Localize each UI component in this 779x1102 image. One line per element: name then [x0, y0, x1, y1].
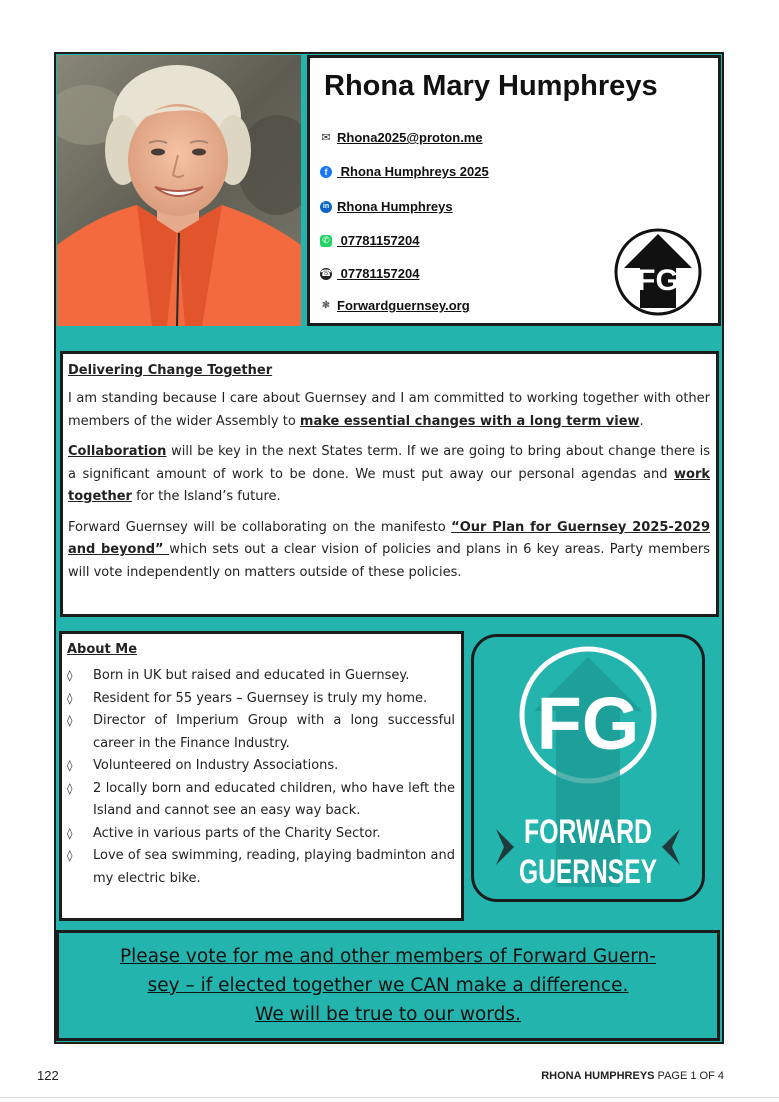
list-item [67, 665, 455, 688]
bullet-icon: ◊ [67, 849, 73, 862]
footer-page-of: PAGE 1 OF 4 [654, 1070, 724, 1082]
delivering-paragraph-2 [68, 441, 710, 509]
about-me-section [59, 631, 464, 921]
contact-website[interactable] [320, 298, 470, 313]
list-item-text: Active in various parts of the Charity Sector. [93, 825, 381, 841]
footer-page-label [541, 1070, 724, 1082]
about-list [67, 665, 455, 890]
list-item-text: Director of Imperium Group with a long successful career in the Finance Industry. [93, 713, 455, 751]
p1-text: I am standing because I care about Guernsey and I am committed to working together with other members of the wider Assembly to [68, 391, 710, 429]
phone-link[interactable]: 07781157204 [337, 266, 420, 281]
contact-whatsapp[interactable] [320, 233, 419, 248]
whatsapp-icon: ✆ [320, 235, 332, 247]
contact-linkedin[interactable] [320, 199, 453, 214]
contact-phone[interactable] [320, 266, 419, 281]
phone-icon: ☎ [320, 268, 332, 278]
email-link[interactable]: Rhona2025@proton.me [337, 130, 483, 145]
contact-email[interactable] [320, 130, 483, 145]
list-item-text: Resident for 55 years – Guernsey is truly my home. [93, 690, 428, 706]
about-heading: About Me [67, 642, 138, 657]
contact-box [307, 55, 721, 326]
p3-text: Forward Guernsey will be collaborating on the manifesto [68, 519, 452, 535]
p3-emphasis: “Our Plan for Guernsey 2025-2029 and beyond” [68, 519, 710, 557]
vote-line-2: sey – if elected together we CAN make a difference. [147, 975, 629, 996]
page-number: 122 [37, 1068, 59, 1083]
whatsapp-link[interactable]: 07781157204 [337, 233, 420, 248]
footer-name: RHONA HUMPHREYS [541, 1070, 655, 1082]
p2-emphasis-1: Collaboration [68, 444, 167, 459]
linkedin-icon: in [320, 201, 332, 213]
delivering-heading: Delivering Change Together [68, 363, 273, 378]
list-item [67, 755, 455, 778]
p1-end: . [639, 413, 644, 429]
bullet-icon: ◊ [67, 759, 73, 772]
bullet-icon: ◊ [67, 691, 73, 705]
p2-end: for the Island’s future. [131, 489, 281, 504]
list-item [67, 778, 455, 823]
list-item-text: Love of sea swimming, reading, playing badminton and my electric bike. [93, 848, 455, 886]
vote-line-3: We will be true to our words. [255, 1004, 521, 1025]
bullet-icon: ◊ [67, 781, 73, 795]
list-item [67, 845, 455, 890]
list-item [67, 710, 455, 755]
p1-emphasis: make essential changes with a long term view [299, 413, 640, 429]
logo-small-letters: FG [637, 264, 679, 297]
email-icon: ✉ [321, 132, 331, 144]
list-item-text: Born in UK but raised and educated in Guernsey. [93, 668, 410, 683]
p3-end: which sets out a clear vision of policies and plans in 6 key areas. Party members will vote independently on matters outside of these policies. [68, 542, 710, 580]
linkedin-link[interactable]: Rhona Humphreys [337, 199, 453, 214]
candidate-photo [57, 55, 301, 326]
logo-large-letters: FG [536, 682, 640, 765]
facebook-link[interactable]: Rhona Humphreys 2025 [337, 164, 489, 179]
website-link[interactable]: Forwardguernsey.org [337, 298, 470, 313]
footer-divider [0, 1097, 779, 1098]
bullet-icon: ◊ [67, 669, 73, 682]
candidate-name: Rhona Mary Humphreys [324, 70, 658, 102]
p2-emphasis-2: work together [68, 466, 710, 504]
delivering-change-section [60, 351, 719, 617]
bullet-icon: ◊ [67, 826, 73, 840]
web-icon: ❃ [321, 300, 331, 311]
logo-guernsey-text: GUERNSEY [519, 853, 658, 891]
list-item [67, 823, 455, 846]
list-item-text: 2 locally born and educated children, who have left the Island and cannot see an easy way back. [93, 780, 455, 818]
vote-line-1: Please vote for me and other members of Forward Guern- [120, 946, 656, 967]
forward-guernsey-logo-small [614, 228, 702, 316]
delivering-paragraph-1 [68, 388, 710, 433]
forward-guernsey-logo-large [471, 634, 705, 902]
list-item [67, 688, 455, 711]
vote-banner [56, 930, 720, 1041]
logo-forward-text: FORWARD [524, 813, 652, 851]
facebook-icon: f [320, 166, 332, 178]
contact-facebook[interactable] [320, 164, 489, 179]
delivering-paragraph-3 [68, 517, 710, 585]
p2-text: will be key in the next States term. If we are going to bring about change there is a significant amount of work to be done. We must put away our personal agendas and [68, 444, 710, 482]
bullet-icon: ◊ [67, 714, 73, 727]
list-item-text: Volunteered on Industry Associations. [93, 758, 339, 773]
